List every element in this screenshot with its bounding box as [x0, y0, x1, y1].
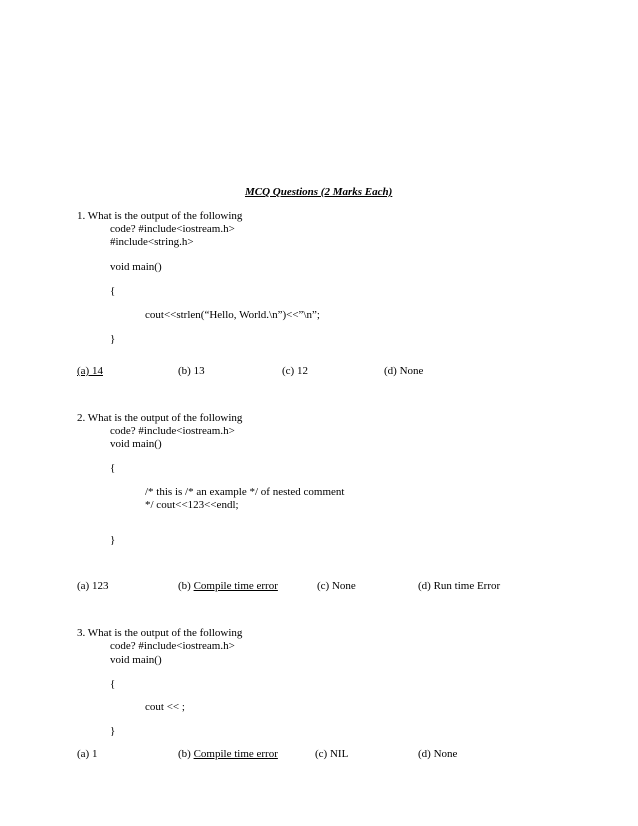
question-1-stem: 1. What is the output of the following: [77, 210, 243, 222]
code-line: void main(): [110, 261, 162, 273]
option-d: (d) Run time Error: [418, 580, 501, 592]
code-line: /* this is /* an example */ of nested comment: [145, 486, 345, 498]
code-line: }: [110, 333, 116, 345]
code-line: cout << ;: [145, 701, 185, 713]
code-line: #include<string.h>: [110, 236, 194, 248]
option-c: (c) 12: [282, 365, 308, 377]
question-1-stem-cont: code? #include<iostream.h>: [110, 223, 235, 235]
option-a: (a) 1: [77, 748, 98, 760]
option-c: (c) None: [317, 580, 356, 592]
question-3-stem-cont: code? #include<iostream.h>: [110, 640, 235, 652]
code-line: {: [110, 678, 116, 690]
option-a: (a) 14: [77, 365, 103, 377]
code-line: }: [110, 534, 116, 546]
question-2-stem: 2. What is the output of the following: [77, 412, 243, 424]
page-title: MCQ Questions (2 Marks Each): [245, 186, 393, 198]
option-b-text: Compile time error: [193, 748, 278, 760]
code-line: void main(): [110, 438, 162, 450]
option-b-prefix: (b): [178, 580, 194, 592]
option-b: [178, 580, 278, 593]
option-a: (a) 123: [77, 580, 109, 592]
code-line: cout<<strlen(“Hello, World.\n”)<<”\n”;: [145, 309, 320, 321]
code-line: }: [110, 725, 116, 737]
option-c: (c) NIL: [315, 748, 349, 760]
option-d: (d) None: [418, 748, 458, 760]
option-b-text: Compile time error: [193, 580, 278, 592]
code-line: {: [110, 462, 116, 474]
code-line: {: [110, 285, 116, 297]
option-d: (d) None: [384, 365, 424, 377]
code-line: void main(): [110, 654, 162, 666]
question-2-stem-cont: code? #include<iostream.h>: [110, 425, 235, 437]
option-b: [178, 748, 278, 761]
code-line: */ cout<<123<<endl;: [145, 499, 239, 511]
option-b: (b) 13: [178, 365, 205, 377]
question-3-stem: 3. What is the output of the following: [77, 627, 243, 639]
option-b-prefix: (b): [178, 748, 194, 760]
